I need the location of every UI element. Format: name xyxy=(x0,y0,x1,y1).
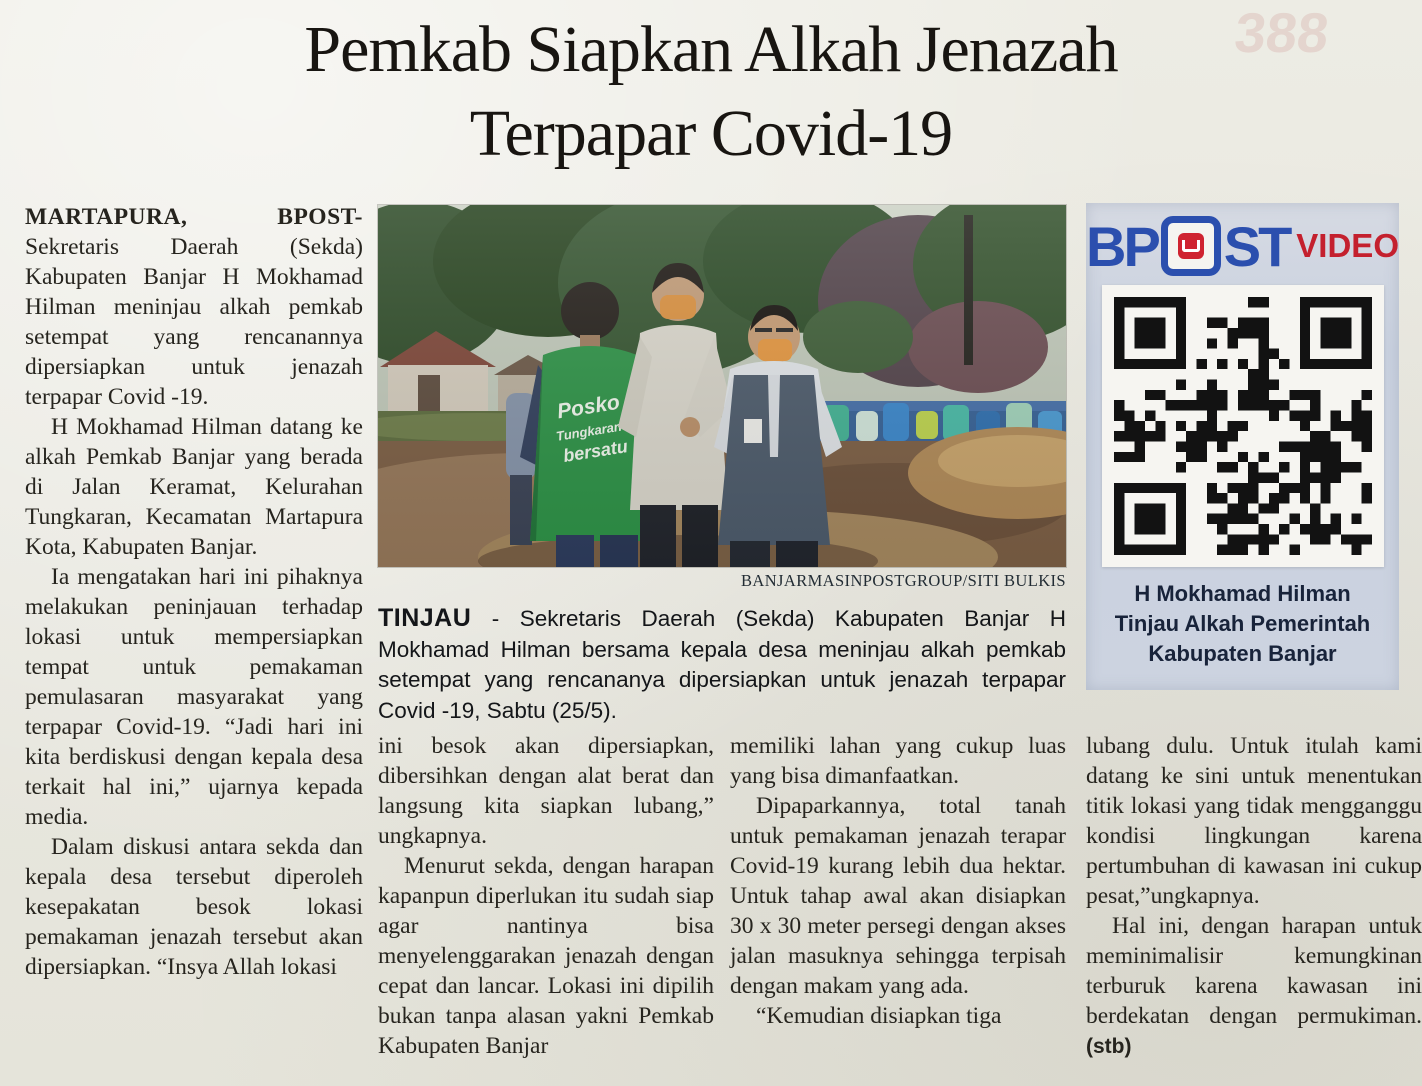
headline-line-2: Terpapar Covid-19 xyxy=(469,97,953,170)
dateline: MARTAPURA, BPOST- xyxy=(25,204,363,230)
article-headline xyxy=(0,8,1422,176)
logo-o-video-icon xyxy=(1161,216,1221,276)
paragraph: memiliki lahan yang cukup luas yang bisa dimanfaatkan. xyxy=(730,733,1066,789)
article-column-1 xyxy=(25,202,363,1086)
print-bleed-numbers: 388 xyxy=(1231,1,1332,64)
paragraph: H Mokhamad Hilman datang ke alkah Pemkab Banjar yang berada di Jalan Keramat, Kelurahan Tungkaran, Kecamatan Martapura Kota, Kabupaten Banjar. xyxy=(25,414,363,560)
paragraph: Dipaparkannya, total tanah untuk pemakaman jenazah terapar Covid-19 kurang lebih dua hektar. Untuk tahap awal akan disiapkan 30 x 30 meter persegi dengan akses jalan masuknya sehingga terpisah dengan makam yang ada. xyxy=(730,793,1066,999)
author-initials: (stb) xyxy=(1086,1035,1132,1058)
paragraph-lead-text: Sekretaris Daerah (Sekda) Kabupaten Banjar H Mokhamad Hilman meninjau alkah pemkab setempat yang rencanannya dipersiapkan untuk jenazah terpapar Covid -19. xyxy=(25,234,363,410)
paragraph-lead xyxy=(25,202,363,412)
photo-credit: BANJARMASINPOSTGROUP/SITI BULKIS xyxy=(741,571,1066,590)
article-photo xyxy=(378,205,1066,567)
bpost-video-logo xyxy=(1086,215,1399,277)
article-columns-2-3 xyxy=(378,731,1066,1086)
logo-text-bp: BP xyxy=(1086,214,1158,278)
paragraph: lubang dulu. Untuk itulah kami datang ke sini untuk menentukan titik lokasi yang tidak mengganggu kondisi lingkungan karena pertumbuhan di kawasan ini cukup pesat,”ungkapnya. xyxy=(1086,733,1422,909)
paragraph-closing xyxy=(1086,911,1422,1062)
qr-code-pattern xyxy=(1114,297,1372,555)
article-column-4 xyxy=(1086,731,1422,1086)
paragraph: Ia mengatakan hari ini pihaknya melakukan peninjauan terhadap lokasi untuk mempersiapkan tempat untuk pemakaman pemulasaran masyarakat yang terpapar Covid-19. “Jadi hari ini kita berdiskusi dengan kepala desa terkait hal ini,” ujarnya kepada media. xyxy=(25,564,363,830)
caption-kicker: TINJAU xyxy=(378,604,472,632)
qr-caption: H Mokhamad Hilman Tinjau Alkah Pemerintah Kabupaten Banjar xyxy=(1114,581,1371,666)
paragraph: Dalam diskusi antara sekda dan kepala desa tersebut diperoleh kesepakatan besok lokasi pemakaman jenazah tersebut akan dipersiapkan. “Insya Allah lokasi xyxy=(25,834,363,980)
article-column-3 xyxy=(730,731,1066,1086)
closing-text: Hal ini, dengan harapan untuk meminimalisir kemungkinan terburuk karena kawasan ini berdekatan dengan permukiman. xyxy=(1086,913,1422,1029)
caption-text: - Sekretaris Daerah (Sekda) Kabupaten Banjar H Mokhamad Hilman bersama kepala desa meninjau alkah pemkab setempat yang rencananya dipersiapkan untuk jenazah terpapar Covid -19, Sabtu (25/5). xyxy=(378,606,1066,723)
paragraph: “Kemudian disiapkan tiga xyxy=(756,1003,1002,1029)
headline-line-1: Pemkab Siapkan Alkah Jenazah xyxy=(304,13,1118,86)
qr-code xyxy=(1102,285,1384,567)
paragraph: ini besok akan dipersiapkan, dibersihkan dengan alat berat dan langsung kita siapkan lubang,” ungkapnya. xyxy=(378,733,714,849)
bpost-video-widget xyxy=(1086,203,1399,690)
photo-caption xyxy=(378,603,1066,726)
paragraph: Menurut sekda, dengan harapan kapanpun diperlukan itu sudah siap agar nantinya bisa menyelenggarakan jenazah dengan cepat dan lancar. Lokasi ini dipilih bukan tanpa alasan yakni Pemkab Kabupaten Banjar xyxy=(378,853,714,1059)
logo-text-st: ST xyxy=(1223,214,1290,278)
photo-block xyxy=(378,205,1066,726)
article-column-2 xyxy=(378,731,714,1086)
logo-video-label: VIDEO xyxy=(1296,227,1399,264)
